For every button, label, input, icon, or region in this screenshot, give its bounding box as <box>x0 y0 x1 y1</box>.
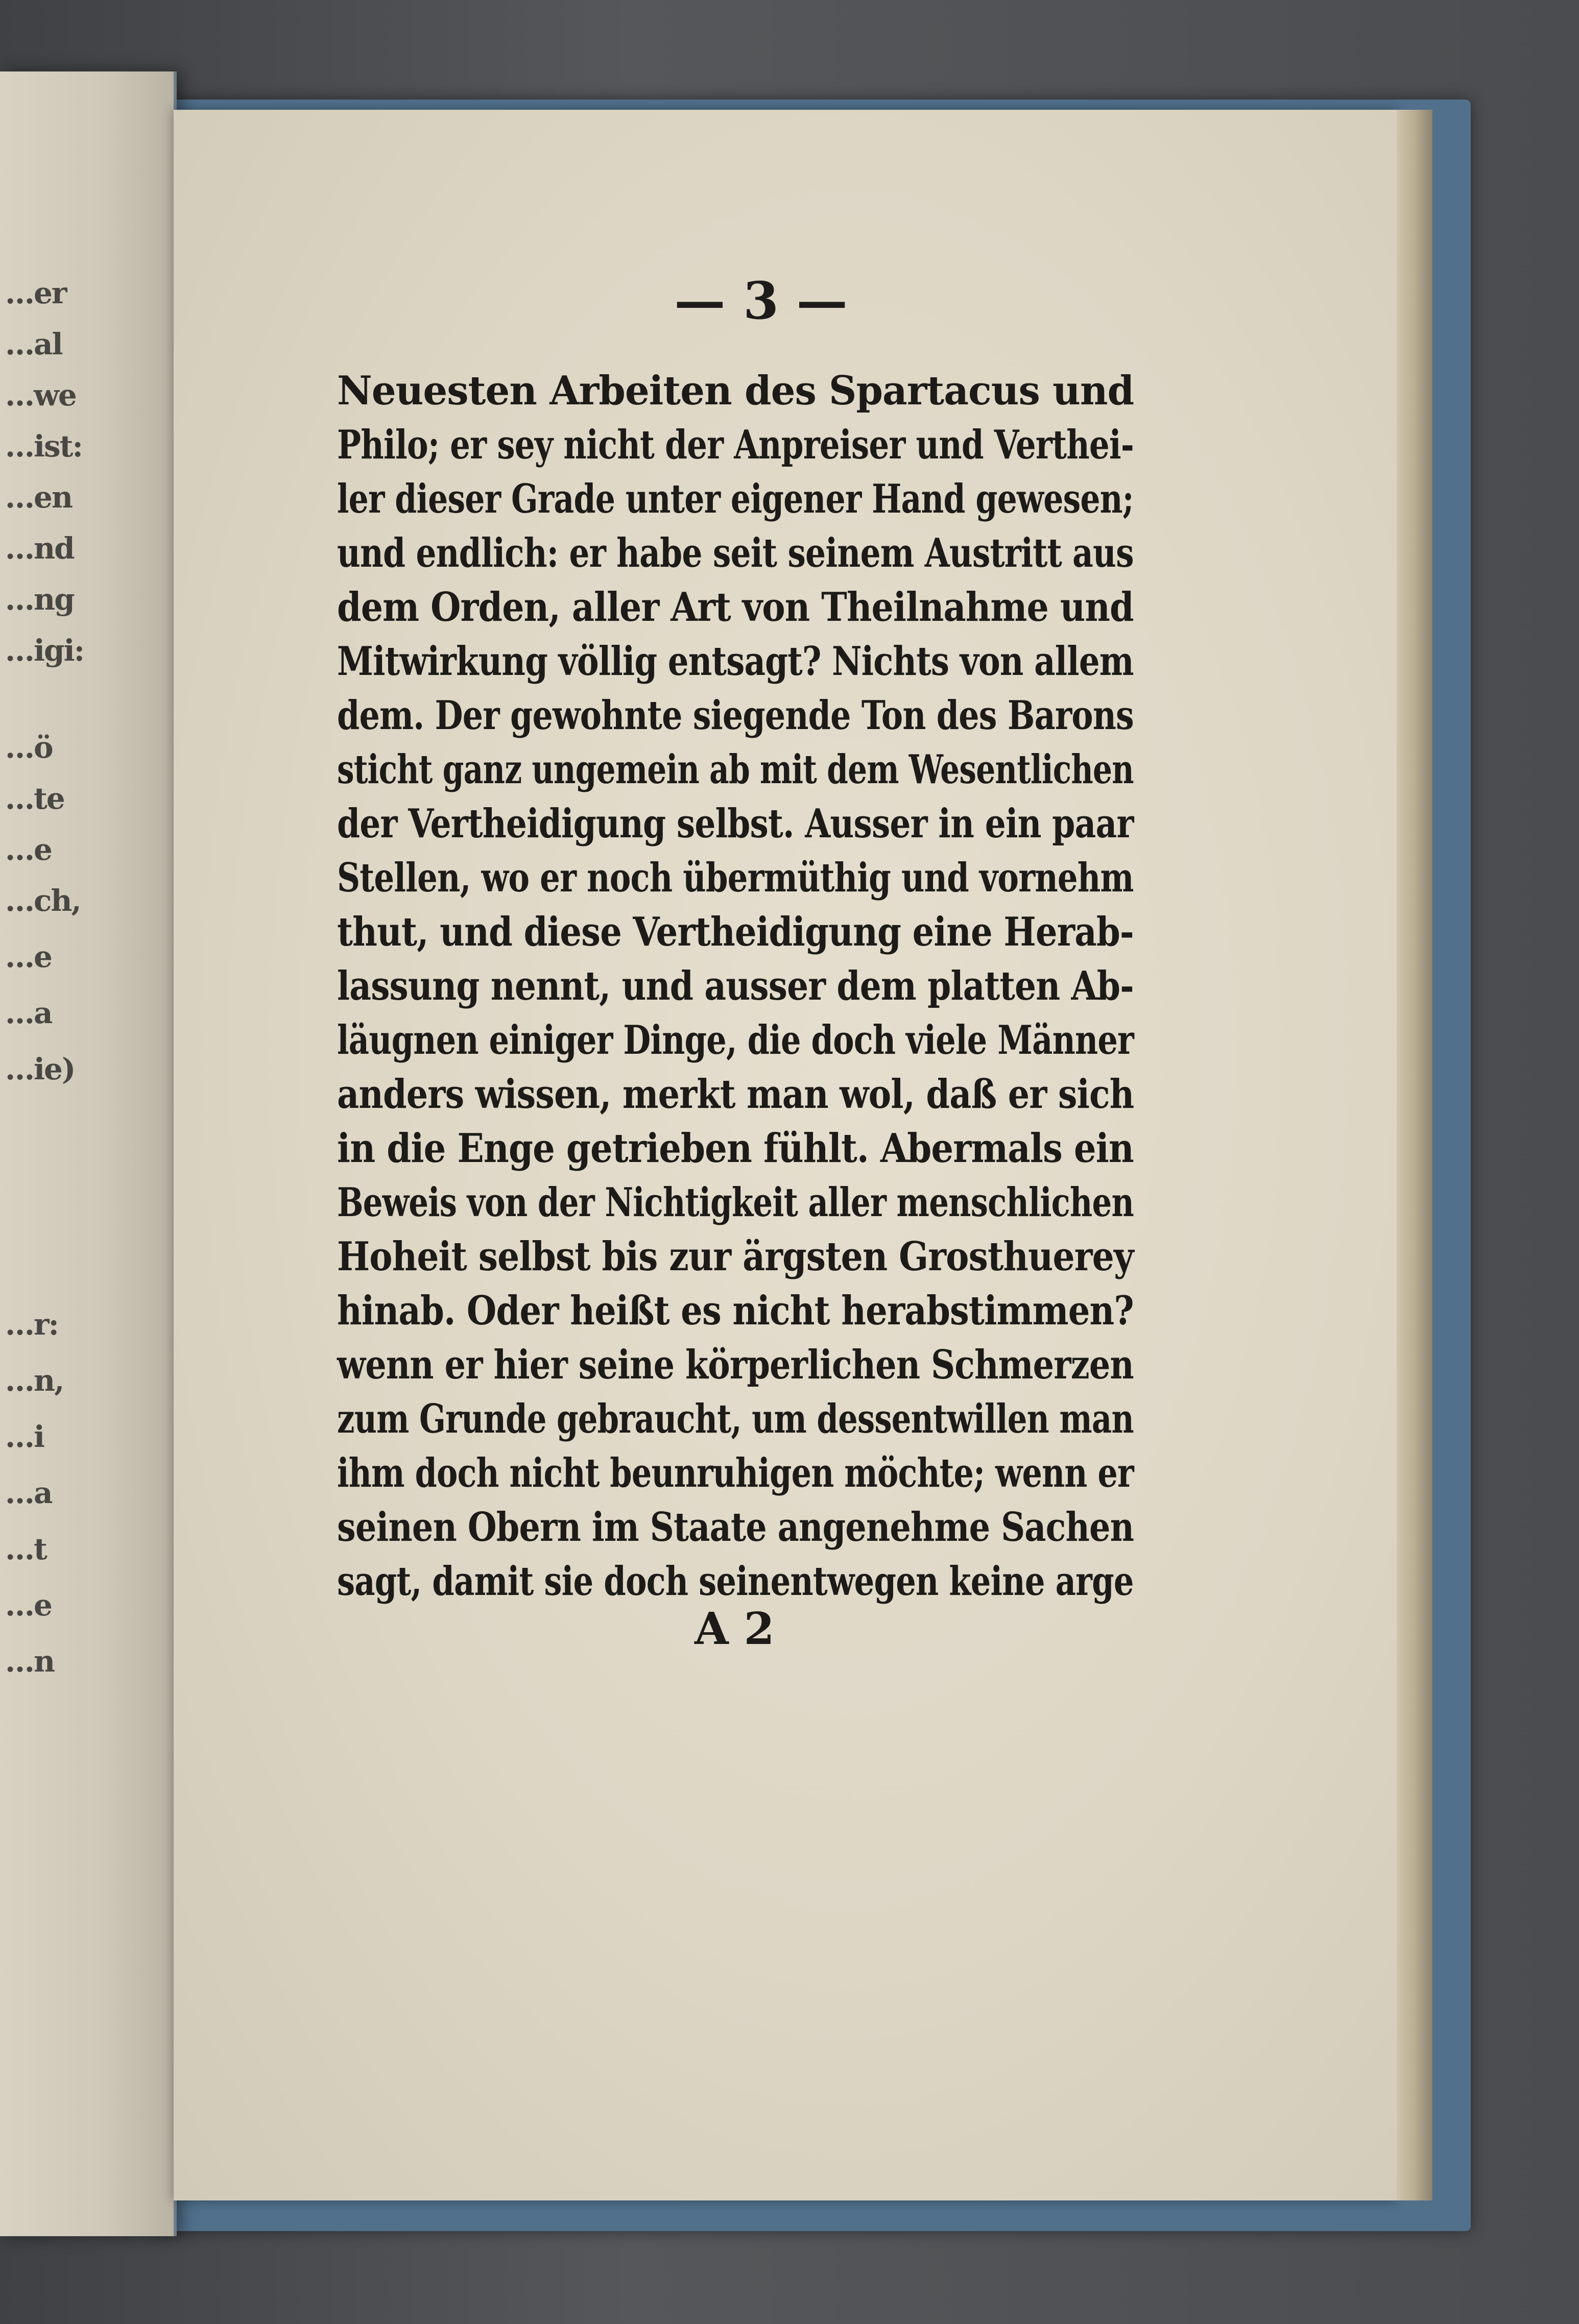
text-line: Neuesten Arbeiten des Spartacus und <box>337 368 1134 414</box>
text-line: dem. Der gewohnte siegende Ton des Barons <box>337 692 1134 739</box>
facing-page-fragment: …e <box>5 1588 52 1623</box>
facing-page-fragment: …t <box>5 1532 46 1566</box>
facing-page-fragment: …ie) <box>5 1052 75 1086</box>
facing-page-fragment: …ist: <box>5 429 82 464</box>
text-line: hinab. Oder heißt es nicht herabstimmen? <box>337 1288 1134 1334</box>
facing-page-fragment: …e <box>5 939 52 974</box>
page-number: — 3 — <box>674 271 848 331</box>
facing-page-fragment: …a <box>5 1475 52 1510</box>
facing-page-fragment: …igi: <box>5 633 84 668</box>
facing-page-fragment: …i <box>5 1419 44 1454</box>
text-line: Stellen, wo er noch übermüthig und vornehm <box>337 855 1134 901</box>
text-line: sticht ganz ungemein ab mit dem Wesentlichen <box>337 746 1134 793</box>
facing-page-fragment: …nd <box>5 531 74 566</box>
text-line: zum Grunde gebraucht, um dessentwillen man <box>337 1396 1134 1442</box>
text-line: ler dieser Grade unter eigener Hand gewesen; <box>337 476 1134 522</box>
text-line: und endlich: er habe seit seinem Austritt aus <box>337 530 1134 576</box>
text-line: in die Enge getrieben fühlt. Abermals ein <box>337 1125 1134 1172</box>
text-line: anders wissen, merkt man wol, daß er sich <box>337 1071 1134 1118</box>
facing-page-fragment: …n <box>5 1644 55 1679</box>
text-line: ihm doch nicht beunruhigen möchte; wenn er <box>337 1450 1134 1496</box>
text-line: wenn er hier seine körperlichen Schmerzen <box>337 1342 1134 1388</box>
text-line: thut, und diese Vertheidigung eine Herab- <box>337 909 1134 955</box>
text-line: Hoheit selbst bis zur ärgsten Grosthuerey <box>337 1233 1134 1280</box>
facing-page-fragment: …ch, <box>5 883 81 918</box>
facing-page-fragment: …e <box>5 832 52 867</box>
facing-page-fragment: …ö <box>5 730 53 765</box>
facing-page-fragment: …en <box>5 480 73 515</box>
text-line: lassung nennt, und ausser dem platten Ab- <box>337 963 1134 1009</box>
facing-page-fragment: …te <box>5 781 64 816</box>
text-line: Mitwirkung völlig entsagt? Nichts von allem <box>337 638 1134 685</box>
page-edge <box>1397 110 1432 2200</box>
facing-page-fragment: …r: <box>5 1307 58 1342</box>
signature-mark: A 2 <box>695 1603 775 1655</box>
facing-page-fragment: …a <box>5 996 52 1030</box>
text-line: sagt, damit sie doch seinentwegen keine arge <box>337 1558 1134 1605</box>
facing-page-fragment: …ng <box>5 582 74 617</box>
text-line: Philo; er sey nicht der Anpreiser und Verthei- <box>337 422 1134 468</box>
text-line: der Vertheidigung selbst. Ausser in ein paar <box>337 801 1134 847</box>
facing-page-fragment: …n, <box>5 1363 64 1398</box>
facing-page-fragment: …we <box>5 378 76 413</box>
text-line: dem Orden, aller Art von Theilnahme und <box>337 584 1134 631</box>
facing-page-fragment: …er <box>5 276 66 310</box>
facing-page <box>0 71 177 2236</box>
text-line: läugnen einiger Dinge, die doch viele Männer <box>337 1017 1134 1063</box>
text-line: seinen Obern im Staate angenehme Sachen <box>337 1504 1134 1551</box>
text-line: Beweis von der Nichtigkeit aller menschlichen <box>337 1179 1134 1226</box>
facing-page-fragment: …al <box>5 327 62 361</box>
